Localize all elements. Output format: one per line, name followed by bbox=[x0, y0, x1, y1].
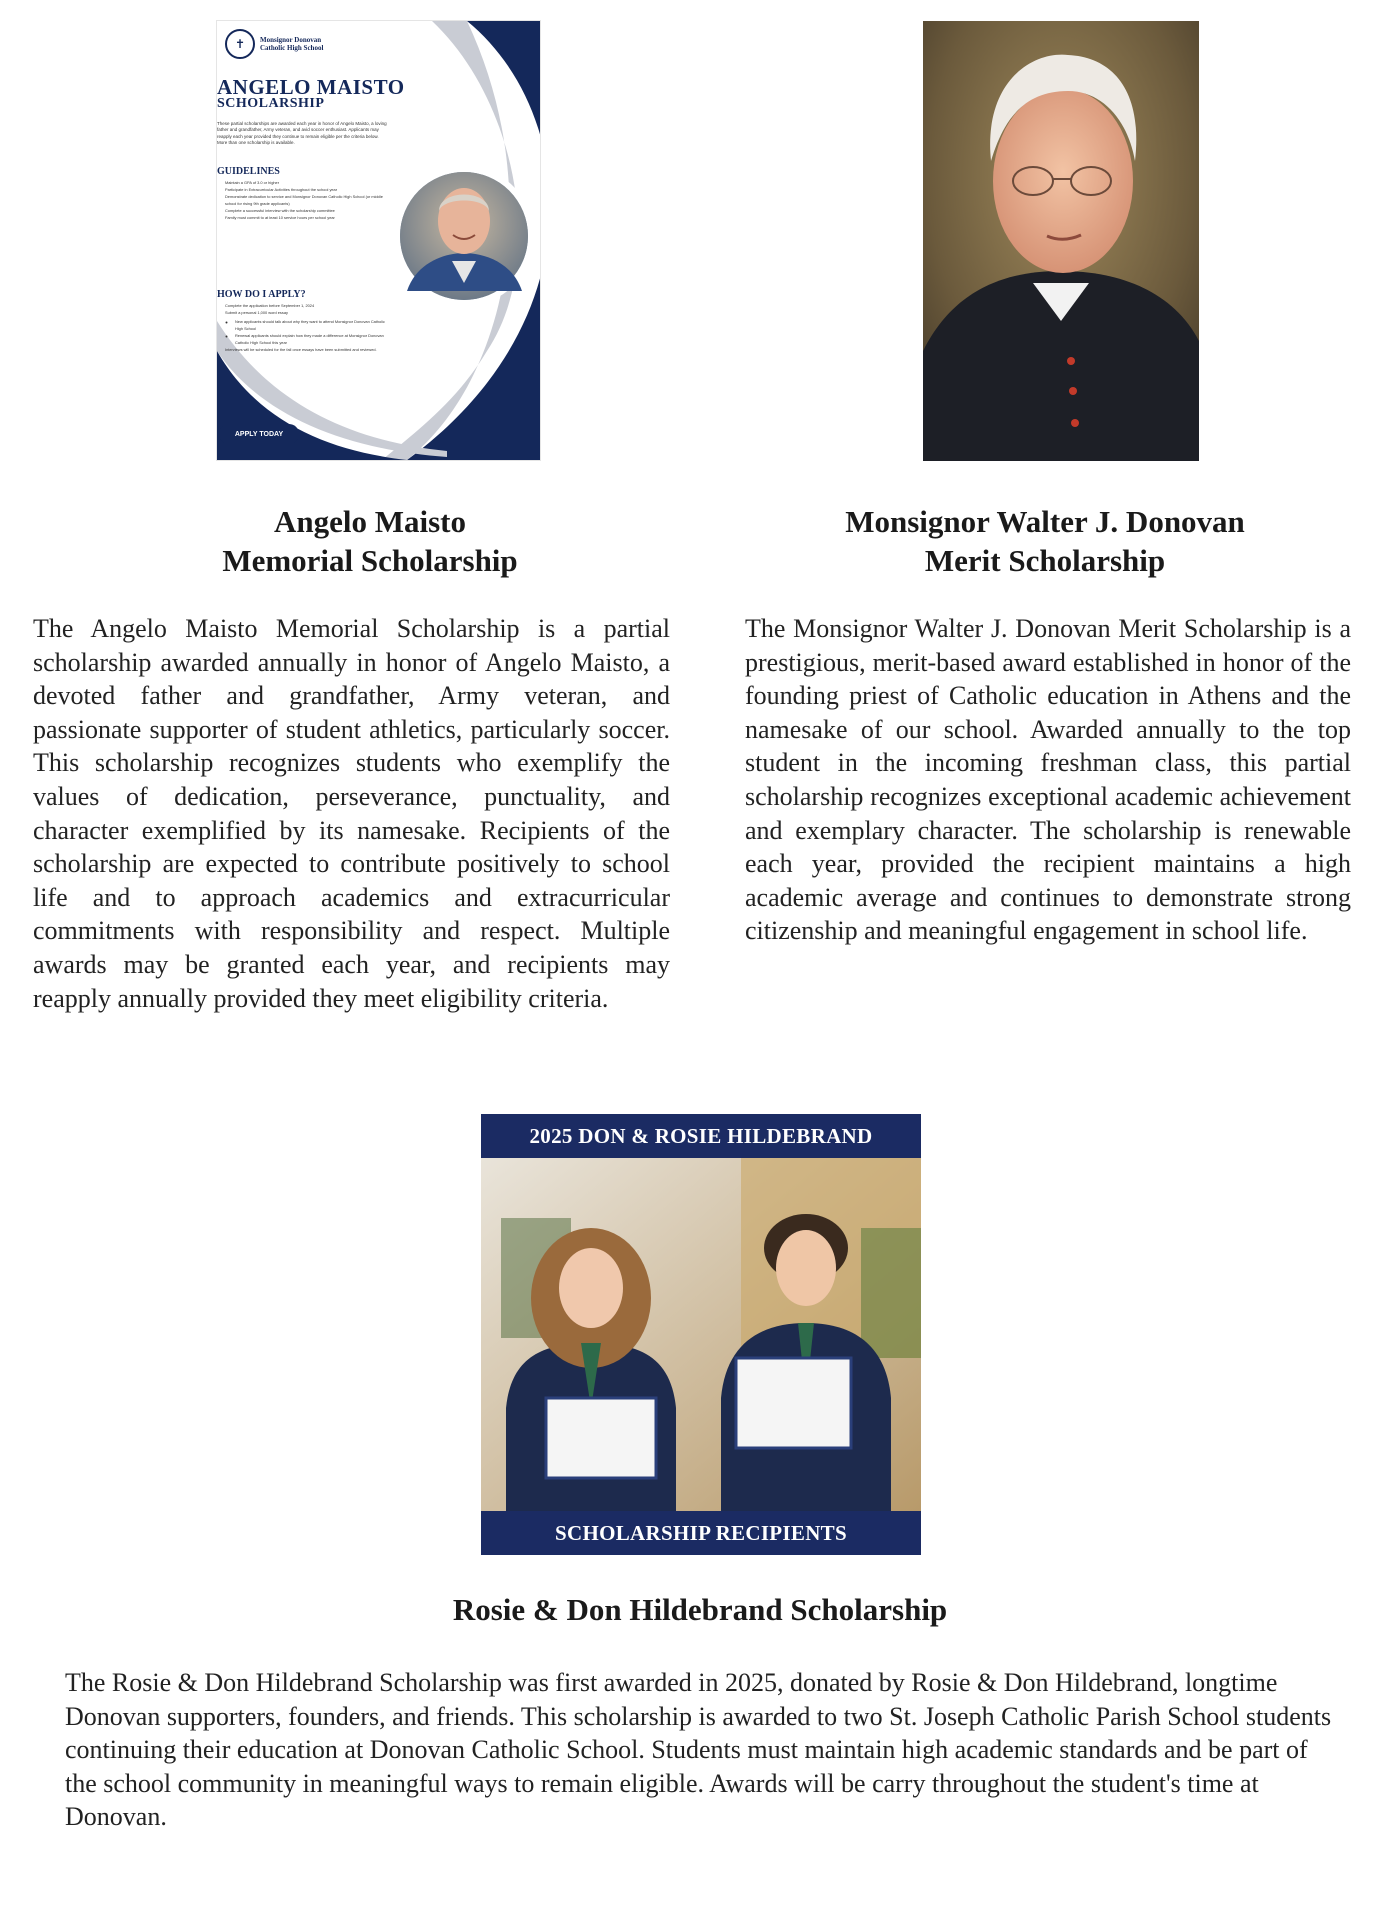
flyer-guidelines-list bbox=[225, 179, 387, 221]
portrait-painting bbox=[923, 21, 1199, 461]
hildebrand-recipients-graphic bbox=[481, 1114, 921, 1555]
flyer-guidelines bbox=[217, 166, 387, 221]
list-item: • Complete the application before September 1, 2024 bbox=[225, 302, 387, 309]
list-item: • Complete a successful interview with the scholarship committee bbox=[225, 207, 387, 214]
apply-today-button[interactable]: APPLY TODAY bbox=[219, 424, 299, 444]
flyer-apply-list bbox=[225, 302, 387, 353]
flyer-intro: These partial scholarships are awarded each year in honor of Angelo Maisto, a loving father and grandfather, Army veteran, and avid soccer enthusiast. Applicants may reapply each year provided they continue to remain eligible per the criteria below. More than one scholarship is available. bbox=[217, 121, 387, 146]
monsignor-donovan-portrait bbox=[923, 21, 1199, 461]
flyer-title: ANGELO MAISTO SCHOLARSHIP bbox=[217, 75, 405, 111]
graphic-top-banner: 2025 DON & ROSIE HILDEBRAND bbox=[481, 1114, 921, 1158]
list-item: • Demonstrate dedication to service and Monsignor Donovan Catholic High School (or middle school for rising 9th grade applicants) bbox=[225, 193, 387, 207]
maisto-scholarship-description: The Angelo Maisto Memorial Scholarship is a partial scholarship awarded annually in honor of Angelo Maisto, a devoted father and grandfather, Army veteran, and passionate supporter of student athletics, particularly soccer. This scholarship recognizes students who exemplify the values of dedication, perseverance, punctuality, and character exemplified by its namesake. Recipients of the scholarship are expected to contribute positively to school life and to approach academics and extracurricular commitments with responsibility and respect. Multiple awards may be granted each year, and recipients may reapply annually provided they meet eligibility criteria. bbox=[33, 614, 670, 1013]
donovan-scholarship-heading: Monsignor Walter J. Donovan Merit Scholarship bbox=[845, 504, 1245, 578]
recipients-photo bbox=[481, 1158, 921, 1511]
hildebrand-scholarship-heading: Rosie & Don Hildebrand Scholarship bbox=[452, 1592, 948, 1627]
list-item: • Submit a personal 1,000 word essay ◦ New applicants should talk about why they want to attend Monsignor Donovan Catholic High School ◦ Renewal applicants should explain how they made a difference at Monsignor Donovan Catholic High School this year bbox=[225, 309, 387, 346]
maisto-scholarship-heading: Angelo Maisto Memorial Scholarship bbox=[222, 504, 518, 578]
flyer-how-to-apply bbox=[217, 289, 387, 353]
school-seal-icon: ✝ bbox=[225, 29, 255, 59]
flyer-school-name: Monsignor Donovan Catholic High School bbox=[260, 36, 324, 52]
donovan-scholarship-description: The Monsignor Walter J. Donovan Merit Scholarship is a prestigious, merit-based award established in honor of the founding priest of Catholic education in Athens and the namesake of our school. Awarded annually to the top student in the incoming freshman class, this partial scholarship recognizes exceptional academic achievement and exemplary character. The scholarship is renewable each year, provided the recipient maintains a high academic average and continues to demonstrate strong citizenship and meaningful engagement in school life. bbox=[745, 614, 1351, 946]
flyer-school-logo bbox=[225, 29, 350, 59]
list-item: • Maintain a GPA of 3.0 or higher bbox=[225, 179, 387, 186]
angelo-maisto-flyer bbox=[217, 21, 540, 460]
graphic-bottom-banner: SCHOLARSHIP RECIPIENTS bbox=[481, 1511, 921, 1555]
flyer-guidelines-heading: GUIDELINES bbox=[217, 166, 280, 177]
list-item: • Family must commit to at least 10 service hours per school year bbox=[225, 214, 387, 221]
hildebrand-scholarship-description: The Rosie & Don Hildebrand Scholarship was first awarded in 2025, donated by Rosie & Don Hildebrand, longtime Donovan supporters, founders, and friends. This scholarship is awarded to two St. Joseph Catholic Parish School students continuing their education at Donovan Catholic School. Students must maintain high academic standards and be part of the school community in meaningful ways to remain eligible. Awards will be carry throughout the student's time at Donovan. bbox=[65, 1668, 1332, 1832]
flyer-apply-heading: HOW DO I APPLY? bbox=[217, 289, 306, 300]
list-item: ◦ Renewal applicants should explain how they made a difference at Monsignor Donovan Catholic High School this year bbox=[235, 332, 387, 346]
list-item: • Interviews will be scheduled for the fall once essays have been submitted and reviewed. bbox=[225, 346, 387, 353]
list-item: ◦ New applicants should talk about why they want to attend Monsignor Donovan Catholic High School bbox=[235, 318, 387, 332]
list-item: • Participate in Extracurricular Activities throughout the school year bbox=[225, 186, 387, 193]
